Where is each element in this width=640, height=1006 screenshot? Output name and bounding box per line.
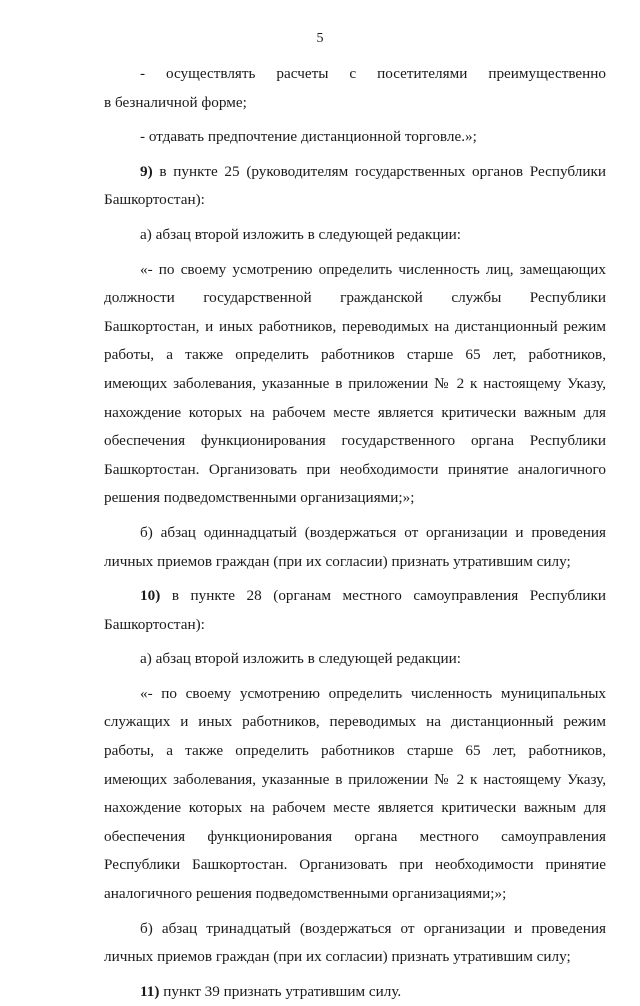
paragraph-9: «- по своему усмотрению определить численность муниципальных служащих и иных работников, переводимых на дистанционный режим работы, а также определить работников старше 65 лет, работников, имеющих заболевания, указанные в приложении № 2 к настоящему Указу, нахождение которых на рабочем месте является критически важным для обеспечения функционирования органа местного самоуправления Республики Башкортостан. Организовать при необходимости принятие аналогичного решения подведомственными организациями;»;	[104, 684, 606, 903]
item-number: 9)	[140, 162, 153, 180]
paragraph-5: «- по своему усмотрению определить численность лиц, замещающих должности государственной гражданской службы Республики Башкортостан, и иных работников, переводимых на дистанционный режим работы, а также определить работников старше 65 лет, работников, имеющих заболевания, указанные в приложении № 2 к настоящему Указу, нахождение которых на рабочем месте является критически важным для обеспечения функционирования государственного органа Республики Башкортостан. Организовать при необходимости принятие аналогичного решения подведомственными организациями;»;	[104, 260, 606, 507]
document-body	[104, 60, 606, 1006]
paragraph-10: б) абзац тринадцатый (воздержаться от организации и проведения личных приемов граждан (при их согласии) признать утратившим силу;	[104, 919, 606, 966]
paragraph-1-line-1: - осуществлять расчеты с посетителями преимущественно	[140, 65, 606, 82]
paragraph-2: - отдавать предпочтение дистанционной торговле.»;	[140, 128, 477, 146]
paragraph-6: б) абзац одиннадцатый (воздержаться от организации и проведения личных приемов граждан (при их согласии) признать утратившим силу;	[104, 523, 606, 570]
paragraph-text: в пункте 25 (руководителям государственных органов Республики Башкортостан):	[104, 162, 606, 209]
paragraph-7	[104, 582, 606, 639]
paragraph-text: пункт 39 признать утратившим силу.	[159, 982, 402, 1000]
paragraph-8: а) абзац второй изложить в следующей редакции:	[140, 650, 462, 668]
item-number: 10)	[140, 587, 161, 605]
paragraph-4: а) абзац второй изложить в следующей редакции:	[140, 225, 462, 243]
page-number: 5	[316, 31, 324, 46]
paragraph-1-line-2: в безналичной форме;	[104, 93, 247, 111]
item-number: 11)	[140, 982, 160, 1000]
paragraph-3	[104, 158, 606, 215]
paragraph-text: в пункте 28 (органам местного самоуправления Республики Башкортостан):	[104, 587, 606, 633]
paragraph-11	[104, 978, 606, 1006]
